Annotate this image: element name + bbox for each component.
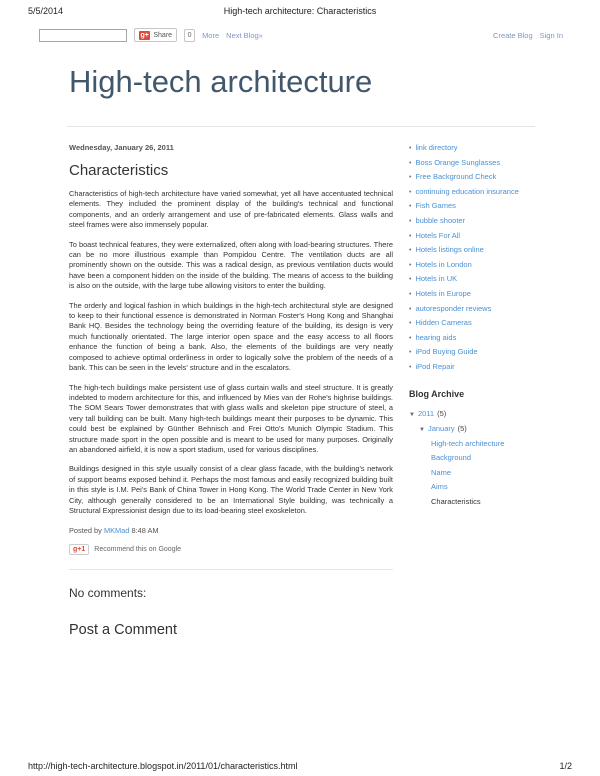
archive-month-row xyxy=(419,424,539,433)
posted-by-label: Posted by xyxy=(69,526,102,536)
post-paragraph: Buildings designed in this style usually consist of a clear glass facade, with the building's network of support beams exposed behind it. Perhaps the most famous and easily recognized building built in this style is I.M. Pei's Bank of China Tower in Hong Kong. The World Trade Center in New York City, although generally considered to be an International Style building, was technically a Structural Expressionist design due to its load-bearing steel exoskeleton. xyxy=(69,464,393,515)
blog-title[interactable]: High-tech architecture xyxy=(69,64,373,99)
gplus-recommend-row xyxy=(69,544,393,555)
archive-year-row xyxy=(409,409,539,418)
sidebar-link[interactable]: • Hidden Cameras xyxy=(415,318,472,328)
post-title: Characteristics xyxy=(69,162,169,179)
sidebar-link[interactable]: • continuing education insurance xyxy=(415,186,519,196)
sidebar-link[interactable]: • link directory xyxy=(415,143,458,152)
blog-header xyxy=(37,46,565,126)
list-item xyxy=(431,453,539,462)
sidebar-link-list xyxy=(409,143,539,371)
archive-post-link[interactable]: Aims xyxy=(431,482,448,492)
share-label: Share xyxy=(153,31,173,39)
list-item xyxy=(409,231,539,240)
list-item xyxy=(409,158,539,167)
sidebar-link[interactable]: • Hotels in Europe xyxy=(415,288,471,298)
gplus-one-button[interactable]: g+1 xyxy=(69,544,89,555)
list-item xyxy=(409,274,539,283)
list-item xyxy=(409,362,539,371)
sidebar xyxy=(409,139,539,638)
blog-page xyxy=(37,24,565,638)
collapse-arrow-icon[interactable]: ▼ xyxy=(419,426,425,433)
list-item xyxy=(409,289,539,298)
list-item xyxy=(409,143,539,152)
navbar-next-blog-link[interactable]: Next Blog» xyxy=(226,30,263,40)
share-count-badge: 0 xyxy=(184,29,195,42)
post-paragraph: To boast technical features, they were externalized, often along with load-bearing structures. There can be no more illustrious example than Pompidou Centre. The ventilation ducts are all prominently shown on the outside. This was a radical design, as previous ventilation ducts would have been a component hidden on the inside of the building. The means of access to the building is also on the outside, with the large tube allowing visitors to enter the building. xyxy=(69,239,393,291)
sidebar-link[interactable]: • iPod Buying Guide xyxy=(415,347,478,357)
sidebar-link[interactable]: • autoresponder reviews xyxy=(415,303,492,313)
archive-post-link[interactable]: Name xyxy=(431,467,452,477)
post-date: Wednesday, January 26, 2011 xyxy=(69,143,174,152)
recommend-label: Recommend this on Google xyxy=(94,546,182,554)
archive-post-link[interactable]: Background xyxy=(431,453,472,463)
print-url: http://high-tech-architecture.blogspot.in/2011/01/characteristics.html xyxy=(28,761,298,771)
print-title: High-tech architecture: Characteristics xyxy=(223,6,377,16)
archive-post-link[interactable]: High-tech architecture xyxy=(431,438,505,448)
blogger-navbar xyxy=(37,24,565,46)
list-item xyxy=(431,482,539,491)
list-item xyxy=(409,333,539,342)
post-column xyxy=(69,139,393,638)
navbar-search-input[interactable] xyxy=(39,29,127,42)
archive-year-count: (5) xyxy=(437,408,447,418)
post-paragraph: The high-tech buildings make persistent use of glass curtain walls and steel structure. It is greatly indebted to modern architecture for this, and influenced by Mies van der Rohe's highrise buildings. The SOM Sears Tower demonstrates that with glass walls and skeleton pipe structure of steel, a very tall building can be built. Many high-tech buildings meant their purposes to be dynamic. This could best be explained by Günther Behnisch and Frei Otto's Munich Olympic Stadium. This structure made sport in the open possible and is meant to be used for many purposes. Originally an abandoned airfield, it is now a sport stadium, used for various disciplines. xyxy=(69,382,393,454)
list-item xyxy=(409,304,539,313)
sidebar-link[interactable]: • Free Background Check xyxy=(415,172,497,182)
gplus-share-button[interactable] xyxy=(134,28,177,42)
sidebar-link[interactable]: • iPod Repair xyxy=(415,361,455,371)
post-footer-meta xyxy=(69,526,393,535)
list-item xyxy=(409,187,539,196)
sidebar-link[interactable]: • Hotels For All xyxy=(415,230,461,240)
list-item xyxy=(409,216,539,225)
sidebar-link[interactable]: • Hotels listings online xyxy=(415,245,484,255)
archive-current-post: Characteristics xyxy=(431,496,481,506)
archive-month-count: (5) xyxy=(457,423,467,433)
print-page-number: 1/2 xyxy=(559,761,572,771)
post-time: 8:48 AM xyxy=(131,526,159,536)
google-plus-icon: g+ xyxy=(140,31,149,39)
archive-post-list xyxy=(409,439,539,506)
content-columns xyxy=(37,127,565,638)
list-item xyxy=(409,172,539,181)
sidebar-link[interactable]: • Boss Orange Sunglasses xyxy=(415,157,501,167)
print-header xyxy=(28,6,572,18)
author-link[interactable]: MKMad xyxy=(103,526,130,536)
archive-month-link[interactable]: January xyxy=(427,423,455,433)
list-item xyxy=(409,201,539,210)
list-item xyxy=(409,318,539,327)
sidebar-link[interactable]: • Hotels in UK xyxy=(415,274,458,284)
list-item xyxy=(409,260,539,269)
list-item xyxy=(431,439,539,448)
blog-archive-title: Blog Archive xyxy=(409,388,465,399)
list-item xyxy=(409,347,539,356)
collapse-arrow-icon[interactable]: ▼ xyxy=(409,411,415,418)
list-item xyxy=(431,468,539,477)
sidebar-link[interactable]: • bubble shooter xyxy=(415,215,466,225)
navbar-sign-in-link[interactable]: Sign In xyxy=(539,30,563,40)
sidebar-link[interactable]: • Fish Games xyxy=(415,201,456,211)
post-divider xyxy=(69,569,393,570)
archive-year-link[interactable]: 2011 xyxy=(417,408,435,418)
print-date: 5/5/2014 xyxy=(28,6,64,16)
list-item xyxy=(409,245,539,254)
sidebar-link[interactable]: • hearing aids xyxy=(415,332,457,342)
post-paragraph: Characteristics of high-tech architecture have varied somewhat, yet all have accentuated technical elements. They included the prominent display of the building's technical and functional components, and an orderly arrangement and use of pre-fabricated elements. Glass walls and steel frames were also immensely popular. xyxy=(69,189,393,230)
navbar-more-link[interactable]: More xyxy=(202,30,220,40)
navbar-create-blog-link[interactable]: Create Blog xyxy=(493,30,533,40)
post-a-comment-heading: Post a Comment xyxy=(69,622,177,639)
no-comments-label: No comments: xyxy=(69,586,147,601)
sidebar-link[interactable]: • Hotels in London xyxy=(415,259,472,269)
print-footer xyxy=(28,761,572,771)
post-paragraph: The orderly and logical fashion in which buildings in the high-tech architectural style are designed to keep to their functional essence is demonstrated in Norman Foster's Hong Kong and Shanghai Bank HQ. Besides the technology being the overriding feature of the building, its design is very much functionally orientated. The large interior open space and the easy access to all floors enhance the function of being a bank. Also, the elements of the buildings are very neatly composed to achieve optimal orderliness in order to logically solve the problem of the needs of a bank. This can be seen in the levels' structure and in the escalators. xyxy=(69,300,393,373)
